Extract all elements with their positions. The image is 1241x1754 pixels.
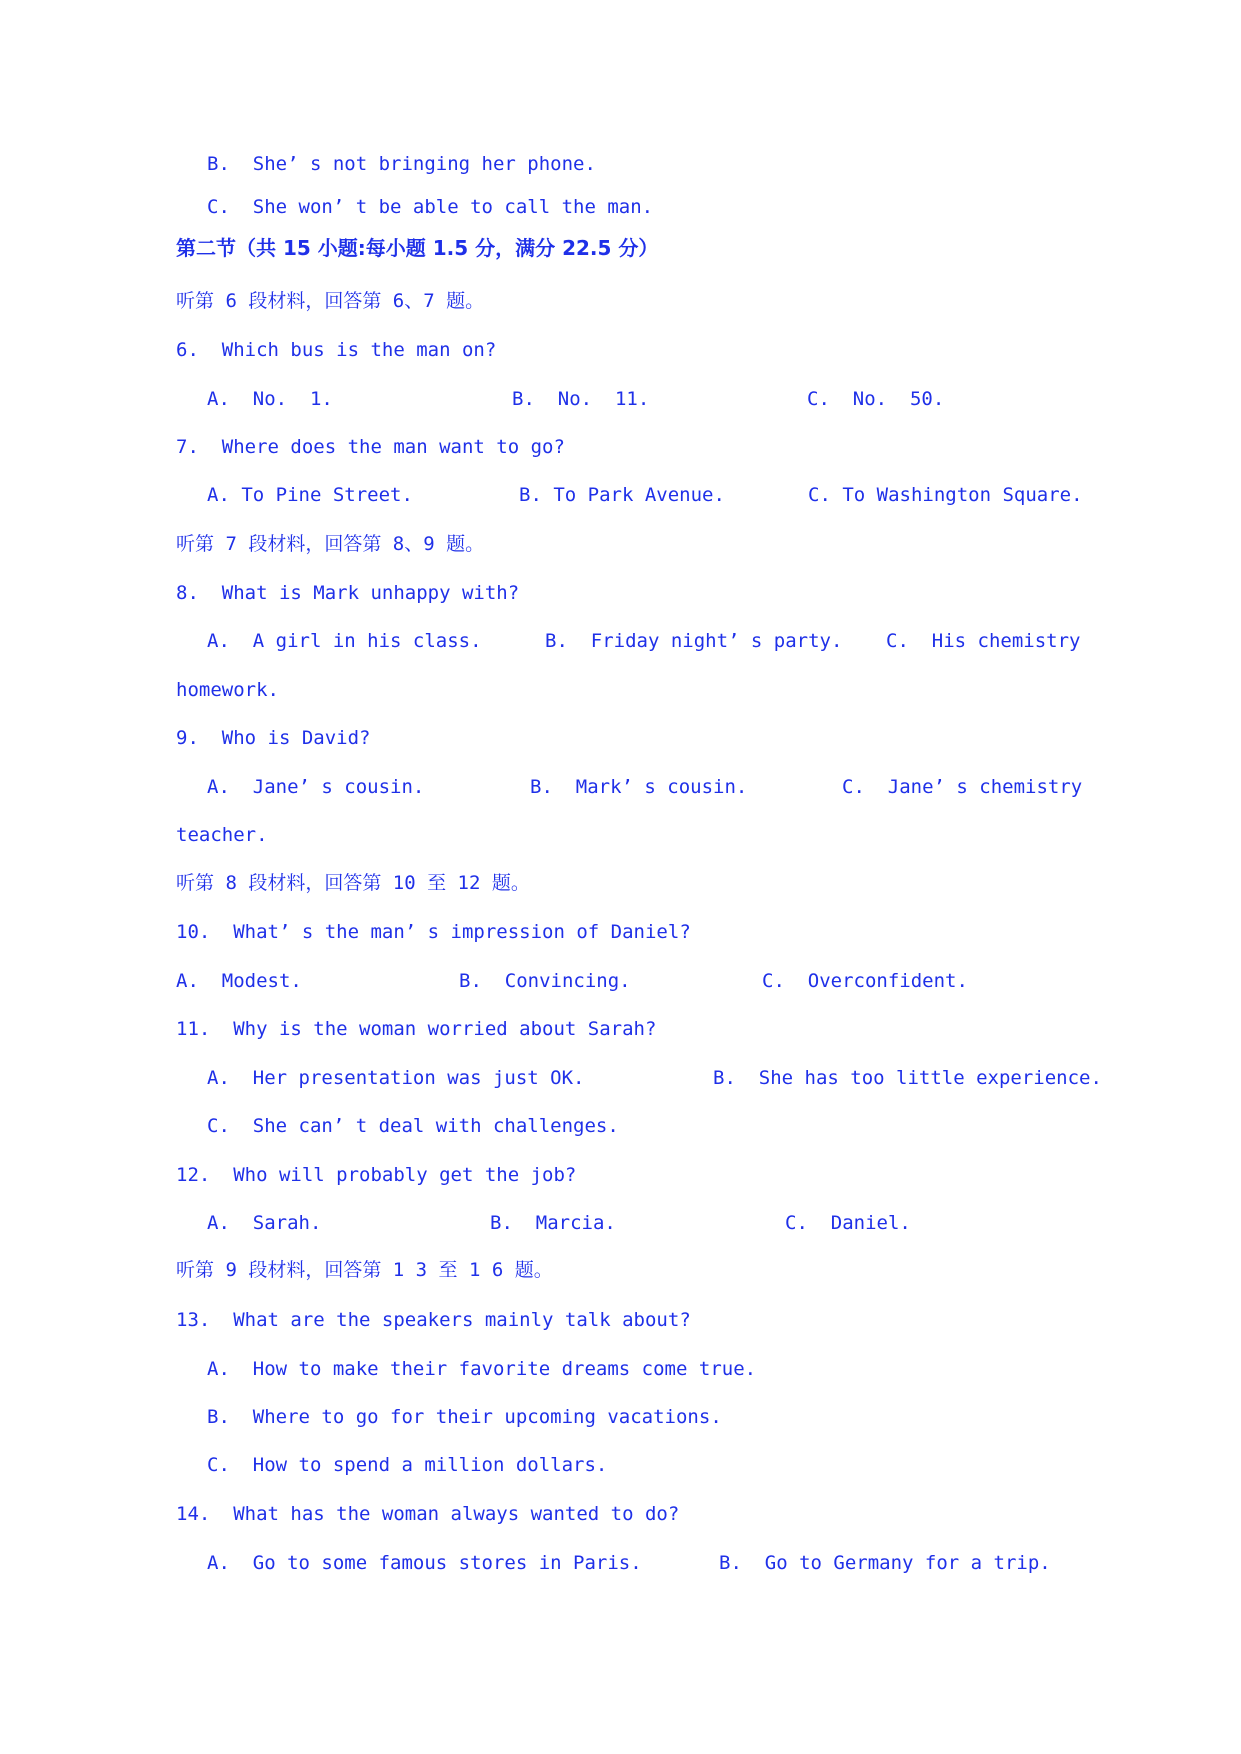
q14-option-a: A. Go to some famous stores in Paris.	[207, 1552, 642, 1574]
question-8: 8. What is Mark unhappy with?	[176, 582, 520, 604]
question-6: 6. Which bus is the man on?	[176, 339, 497, 361]
section-heading: 第二节（共 15 小题:每小题 1.5 分，满分 22.5 分）	[176, 236, 659, 260]
question-13: 13. What are the speakers mainly talk about?	[176, 1309, 691, 1331]
q9-option-c-continued: teacher.	[176, 824, 268, 846]
q9-option-b: B. Mark’ s cousin.	[530, 776, 748, 798]
q13-option-a: A. How to make their favorite dreams come true.	[207, 1358, 757, 1380]
q10-option-c: C. Overconfident.	[762, 970, 968, 992]
question-7: 7. Where does the man want to go?	[176, 436, 565, 458]
passage-instruction-7: 听第 7 段材料，回答第 8、9 题。	[176, 533, 485, 555]
question-14: 14. What has the woman always wanted to do?	[176, 1503, 680, 1525]
q10-option-a: A. Modest.	[176, 970, 302, 992]
q11-option-b: B. She has too little experience.	[713, 1067, 1102, 1089]
q7-option-b: B. To Park Avenue.	[519, 484, 725, 506]
q13-option-c: C. How to spend a million dollars.	[207, 1454, 608, 1476]
q7-option-c: C. To Washington Square.	[808, 484, 1083, 506]
option-b-q5: B. She’ s not bringing her phone.	[207, 153, 596, 175]
q6-option-c: C. No. 50.	[807, 388, 945, 410]
passage-instruction-6: 听第 6 段材料，回答第 6、7 题。	[176, 290, 485, 312]
q12-option-b: B. Marcia.	[490, 1212, 616, 1234]
q8-option-c: C. His chemistry	[886, 630, 1081, 652]
q14-option-b: B. Go to Germany for a trip.	[719, 1552, 1051, 1574]
passage-instruction-8: 听第 8 段材料，回答第 10 至 12 题。	[176, 872, 530, 894]
q12-option-a: A. Sarah.	[207, 1212, 322, 1234]
option-c-q5: C. She won’ t be able to call the man.	[207, 196, 654, 218]
q10-option-b: B. Convincing.	[459, 970, 631, 992]
q11-option-a: A. Her presentation was just OK.	[207, 1067, 585, 1089]
q8-option-b: B. Friday night’ s party.	[545, 630, 843, 652]
q13-option-b: B. Where to go for their upcoming vacations.	[207, 1406, 722, 1428]
question-10: 10. What’ s the man’ s impression of Daniel?	[176, 921, 691, 943]
q8-option-a: A. A girl in his class.	[207, 630, 482, 652]
q6-option-b: B. No. 11.	[512, 388, 650, 410]
q9-option-c: C. Jane’ s chemistry	[842, 776, 1083, 798]
question-11: 11. Why is the woman worried about Sarah?	[176, 1018, 657, 1040]
q12-option-c: C. Daniel.	[785, 1212, 911, 1234]
question-12: 12. Who will probably get the job?	[176, 1164, 577, 1186]
passage-instruction-9: 听第 9 段材料，回答第 1 3 至 1 6 题。	[176, 1259, 553, 1281]
q8-option-c-continued: homework.	[176, 679, 279, 701]
q6-option-a: A. No. 1.	[207, 388, 333, 410]
q9-option-a: A. Jane’ s cousin.	[207, 776, 425, 798]
q7-option-a: A. To Pine Street.	[207, 484, 413, 506]
q11-option-c: C. She can’ t deal with challenges.	[207, 1115, 619, 1137]
question-9: 9. Who is David?	[176, 727, 371, 749]
